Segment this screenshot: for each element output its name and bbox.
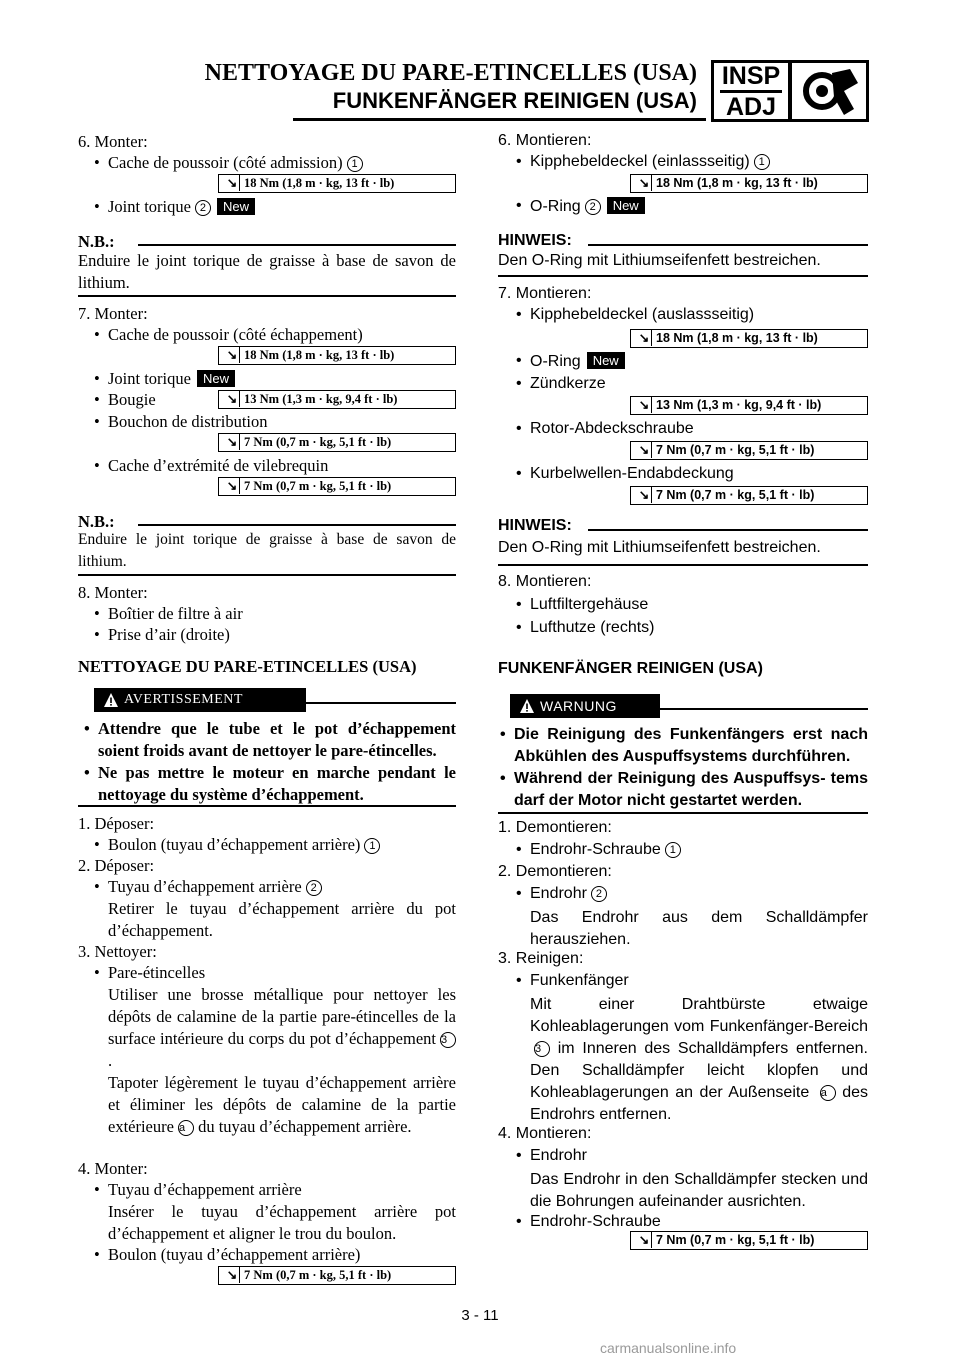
ref-number: 1: [665, 842, 681, 858]
remove-step-2-text: Das Endrohr aus dem Schalldämpfer herausziehen.: [530, 909, 868, 948]
install-step-4-text: Insérer le tuyau d’échappement arrière pot d’échappement et aligner le trou du boulon.: [108, 1202, 456, 1243]
step-8-title: 8. Monter:: [78, 583, 148, 602]
badge-top-label: INSP: [721, 62, 781, 90]
torque-spec: [630, 441, 868, 460]
header-title-de: FUNKENFÄNGER REINIGEN (USA): [332, 88, 697, 113]
wrench-icon: ↘: [225, 391, 240, 407]
step-8-item-1: • Luftfiltergehäuse: [530, 596, 648, 614]
step-6-title: 6. Montieren:: [498, 132, 592, 149]
remove-step-1-title: 1. Demontieren:: [498, 819, 612, 836]
ref-number: 2: [585, 199, 601, 215]
remove-step-2-title: 2. Déposer:: [78, 856, 155, 875]
torque-value: 13 Nm (1,3 m · kg, 9,4 ft · lb): [656, 398, 822, 412]
note-text: Enduire le joint torique de graisse à base de savon de lithium.: [78, 251, 456, 292]
step-7-item-2: [530, 352, 625, 371]
warning-icon: [103, 692, 119, 708]
step-8-item-2: • Prise d’air (droite): [108, 625, 230, 645]
item-label: O-Ring: [530, 353, 581, 370]
step-7-title: 7. Monter:: [78, 304, 148, 323]
text: Mit einer Drahtbürste etwaige Kohleablagerungen vom Funkenfänger-Bereich: [530, 996, 868, 1035]
item-label: Kipphebeldeckel (einlassseitig): [530, 153, 750, 170]
install-step-4-item-2: • Endrohr-Schraube: [530, 1213, 661, 1231]
torque-spec: [630, 486, 868, 505]
remove-step-2-item: [530, 885, 607, 903]
torque-value: 7 Nm (0,7 m · kg, 5,1 ft · lb): [244, 479, 392, 493]
text: im Inneren des Schalldämpfers entfernen. Den Schalldämpfer leicht klopfen und Kohleablagerungen an der Außenseite: [530, 1040, 868, 1101]
torque-spec: [218, 174, 456, 193]
header-title-fr: NETTOYAGE DU PARE-ETINCELLES (USA): [204, 60, 697, 86]
note-text: Den O-Ring mit Lithiumseifenfett bestreichen.: [498, 539, 821, 556]
item-label: Joint torique: [108, 197, 191, 216]
new-tag: New: [607, 197, 645, 214]
warning-item-1: • Attendre que le tube et le pot d’échappement soient froids avant de nettoyer le pare-étincelles.: [98, 718, 456, 762]
torque-spec: [218, 1266, 456, 1285]
item-label: O-Ring: [530, 198, 581, 215]
page-number: 3 - 11: [461, 1307, 499, 1324]
warning-end-rule: [498, 812, 868, 814]
note-text: Enduire le joint torique de graisse à base de savon de lithium.: [78, 531, 456, 570]
warning-rule: [656, 708, 868, 710]
step-7-item-4: • Bouchon de distribution: [108, 412, 268, 432]
clean-step-3-text: [530, 994, 868, 1126]
section-title: NETTOYAGE DU PARE-ETINCELLES (USA): [78, 657, 417, 676]
note-end-rule: [498, 275, 868, 277]
remove-step-2-text: Retirer le tuyau d’échappement arrière du pot d’échappement.: [108, 899, 456, 940]
step-7-item-5: • Cache d’extrémité de vilebrequin: [108, 456, 328, 476]
step-6-item-2: [530, 197, 645, 216]
step-7-item-5: • Kurbelwellen-Endabdeckung: [530, 465, 734, 483]
torque-spec: [218, 390, 456, 409]
warning-item-2: • Ne pas mettre le moteur en marche pendant le nettoyage du système d’échappement.: [98, 762, 456, 806]
torque-value: 18 Nm (1,8 m · kg, 13 ft · lb): [656, 331, 818, 345]
warning-label: WARNUNG: [540, 698, 617, 714]
note-heading: HINWEIS:: [498, 517, 572, 534]
ref-letter: a: [178, 1120, 194, 1136]
torque-value: 7 Nm (0,7 m · kg, 5,1 ft · lb): [244, 1268, 392, 1282]
page-header: [0, 0, 960, 130]
ref-number: 3: [440, 1032, 456, 1048]
remove-step-1-item: [108, 835, 380, 855]
step-8-title: 8. Montieren:: [498, 573, 592, 590]
clean-step-3-text-2: [108, 1072, 456, 1138]
torque-spec: [630, 396, 868, 415]
ref-number: 1: [347, 156, 363, 172]
clean-step-3-item: • Pare-étincelles: [108, 963, 205, 983]
torque-value: 7 Nm (0,7 m · kg, 5,1 ft · lb): [656, 443, 815, 457]
step-7-title: 7. Montieren:: [498, 285, 592, 302]
item-label: Boulon (tuyau d’échappement arrière): [108, 835, 361, 854]
step-8-item-2: • Lufthutze (rechts): [530, 619, 655, 637]
ref-letter: a: [820, 1085, 836, 1101]
ref-number: 2: [195, 200, 211, 216]
step-8-item-1: • Boîtier de filtre à air: [108, 604, 243, 624]
wrench-icon: ↘: [637, 175, 652, 191]
install-step-4-item-1: • Endrohr: [530, 1147, 587, 1165]
clean-step-3-title: 3. Nettoyer:: [78, 942, 157, 961]
wrench-gauge-icon: [789, 60, 869, 122]
warning-badge: [94, 688, 306, 712]
torque-value: 13 Nm (1,3 m · kg, 9,4 ft · lb): [244, 392, 398, 406]
step-6-item-2: [108, 197, 255, 217]
torque-value: 18 Nm (1,8 m · kg, 13 ft · lb): [244, 348, 395, 362]
install-step-4-item-1: • Tuyau d’échappement arrière: [108, 1180, 302, 1200]
torque-spec: [218, 433, 456, 452]
step-7-item-3: • Zündkerze: [530, 375, 606, 393]
section-title: FUNKENFÄNGER REINIGEN (USA): [498, 660, 763, 677]
wrench-icon: ↘: [637, 397, 652, 413]
new-tag: New: [217, 198, 255, 215]
ref-number: 2: [591, 886, 607, 902]
warning-label: AVERTISSEMENT: [124, 692, 243, 707]
step-6-item-1: [108, 153, 363, 173]
note-end-rule: [78, 574, 456, 576]
torque-value: 7 Nm (0,7 m · kg, 5,1 ft · lb): [244, 435, 392, 449]
step-7-item-1: • Cache de poussoir (côté échappement): [108, 325, 363, 345]
clean-step-3-title: 3. Reinigen:: [498, 950, 584, 967]
remove-step-2-title: 2. Demontieren:: [498, 863, 612, 880]
note-rule: [138, 524, 456, 526]
torque-value: 18 Nm (1,8 m · kg, 13 ft · lb): [656, 176, 818, 190]
step-7-item-4: • Rotor-Abdeckschraube: [530, 420, 694, 438]
note-rule: [588, 529, 868, 531]
new-tag: New: [197, 370, 235, 387]
note-end-rule: [78, 295, 456, 297]
warning-icon: [519, 698, 535, 714]
wrench-icon: ↘: [225, 478, 240, 494]
wrench-icon: ↘: [637, 1232, 652, 1248]
torque-spec: [630, 1231, 868, 1250]
note-heading: HINWEIS:: [498, 232, 572, 249]
wrench-icon: ↘: [637, 487, 652, 503]
wrench-icon: ↘: [225, 347, 240, 363]
torque-value: 7 Nm (0,7 m · kg, 5,1 ft · lb): [656, 488, 815, 502]
torque-spec: [630, 329, 868, 348]
install-step-4-item-2: • Boulon (tuyau d’échappement arrière): [108, 1245, 360, 1265]
wrench-icon: ↘: [225, 434, 240, 450]
step-7-item-3: • Bougie: [108, 390, 156, 410]
remove-step-1-title: 1. Déposer:: [78, 814, 155, 833]
step-7-item-1: • Kipphebeldeckel (auslassseitig): [530, 306, 754, 324]
torque-spec: [630, 174, 868, 193]
torque-spec: [218, 477, 456, 496]
note-heading: N.B.:: [78, 512, 115, 531]
ref-number: 1: [364, 838, 380, 854]
badge-bottom-label: ADJ: [725, 93, 776, 121]
remove-step-2-item: [108, 877, 322, 897]
note-heading: N.B.:: [78, 232, 115, 251]
note-text: Den O-Ring mit Lithiumseifenfett bestreichen.: [498, 252, 821, 269]
text: Utiliser une brosse métallique pour nettoyer les dépôts de calamine de la partie pare-étincelles de la surface intérieure du corps du pot d’échappement: [108, 985, 456, 1048]
warning-end-rule: [78, 805, 456, 807]
remove-step-1-item: [530, 841, 681, 859]
insp-adj-badge: [711, 60, 791, 122]
item-label: Joint torique: [108, 369, 191, 388]
wrench-icon: ↘: [637, 442, 652, 458]
step-6-title: 6. Monter:: [78, 132, 148, 151]
item-label: Tuyau d’échappement arrière: [108, 877, 302, 896]
warning-item-1: • Die Reinigung des Funkenfängers erst nach Abkühlen des Auspuffsystems durchführen.: [514, 724, 868, 768]
new-tag: New: [587, 352, 625, 369]
header-rule: [293, 118, 706, 121]
note-end-rule: [498, 564, 868, 566]
warning-item-2: • Während der Reinigung des Auspuffsys- tems darf der Motor nicht gestartet werden.: [514, 768, 868, 812]
ref-number: 2: [306, 880, 322, 896]
install-step-4-title: 4. Montieren:: [498, 1125, 592, 1142]
torque-value: 18 Nm (1,8 m · kg, 13 ft · lb): [244, 176, 395, 190]
note-rule: [138, 244, 456, 246]
warning-badge: [510, 694, 660, 718]
step-7-item-2: [108, 369, 235, 389]
item-label: Endrohr-Schraube: [530, 841, 661, 858]
wrench-icon: ↘: [225, 1267, 240, 1283]
wrench-icon: ↘: [637, 330, 652, 346]
clean-step-3-item: • Funkenfänger: [530, 972, 629, 990]
watermark: carmanualsonline.info: [600, 1340, 737, 1356]
torque-value: 7 Nm (0,7 m · kg, 5,1 ft · lb): [656, 1233, 815, 1247]
item-label: Cache de poussoir (côté admission): [108, 153, 343, 172]
torque-spec: [218, 346, 456, 365]
warning-rule: [300, 702, 456, 704]
install-step-4-title: 4. Monter:: [78, 1159, 148, 1178]
wrench-icon: ↘: [225, 175, 240, 191]
text: Tapoter légèrement le tuyau d’échappement arrière et éliminer les dépôts de calamine de la partie extérieure: [108, 1073, 456, 1136]
install-step-4-text: Das Endrohr in den Schalldämpfer stecken und die Bohrungen aufeinander ausrichten.: [530, 1171, 868, 1210]
text: des Endrohrs entfernen.: [530, 1084, 868, 1123]
text: du tuyau d’échappement arrière.: [198, 1117, 412, 1136]
item-label: Endrohr: [530, 885, 587, 902]
note-rule: [588, 244, 868, 246]
clean-step-3-text-1: Utiliser une brosse métallique pour nettoyer les dépôts de calamine de la partie pare-étincelles de la surface intérieure du corps du pot d’échappement 3.: [108, 985, 456, 1070]
step-6-item-1: [530, 153, 770, 171]
ref-number: 1: [754, 154, 770, 170]
ref-number: 3: [534, 1041, 550, 1057]
